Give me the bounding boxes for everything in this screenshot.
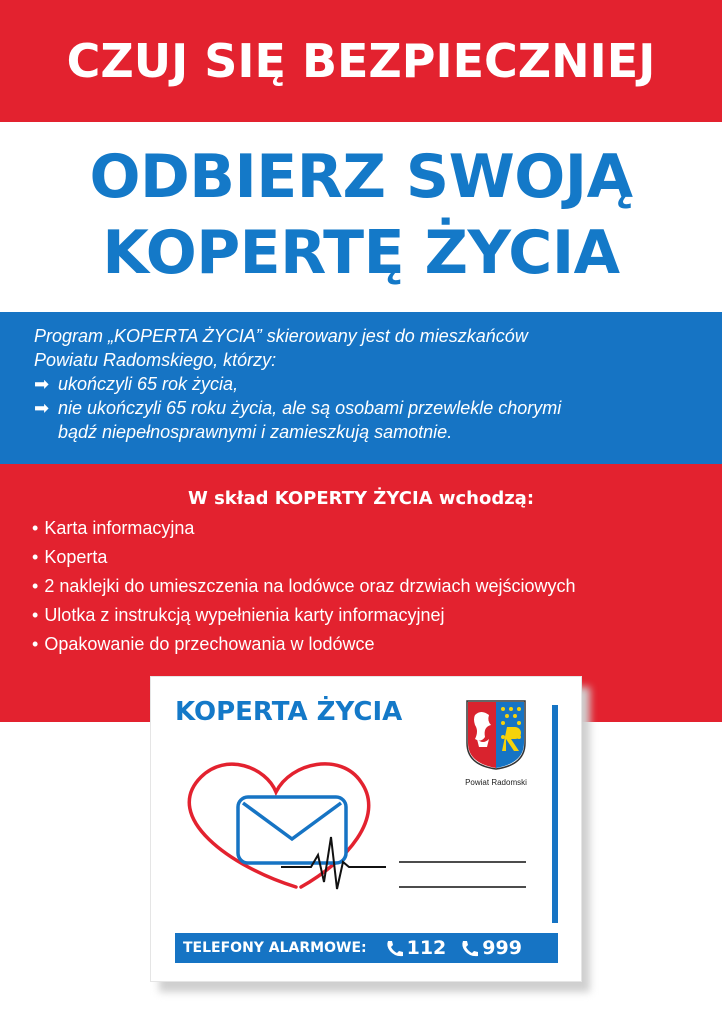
card-title: KOPERTA ŻYCIA <box>175 697 403 727</box>
title-line-1: ODBIERZ SWOJĄ <box>89 142 633 212</box>
emergency-label: TELEFONY ALARMOWE: <box>183 940 367 956</box>
list-item: • Karta informacyjna <box>32 514 576 543</box>
program-intro-2: Powiatu Radomskiego, którzy: <box>34 350 277 370</box>
slogan: CZUJ SIĘ BEZPIECZNIEJ <box>66 34 656 88</box>
phone-icon <box>460 939 478 957</box>
title-section <box>0 122 722 312</box>
crest-label: Powiat Radomski <box>465 778 527 787</box>
list-item: • Opakowanie do przechowania w lodówce <box>32 630 576 659</box>
criteria-item: ➡ nie ukończyli 65 roku życia, ale są osobami przewlekle chorymi <box>34 398 562 418</box>
arrow-right-icon: ➡ <box>34 398 50 418</box>
list-item: • 2 naklejki do umieszczenia na lodówce oraz drzwiach wejściowych <box>32 572 576 601</box>
title-line-2: KOPERTĘ ŻYCIA <box>102 218 620 288</box>
emergency-phones-bar <box>175 933 558 963</box>
list-item: • Ulotka z instrukcją wypełnienia karty informacyjnej <box>32 601 576 630</box>
phone-999: 999 <box>460 937 522 959</box>
card-right-border <box>552 705 558 923</box>
arrow-right-icon: ➡ <box>34 374 50 394</box>
program-section <box>0 312 722 464</box>
top-banner <box>0 0 722 122</box>
life-envelope-card <box>150 676 582 982</box>
criteria-continuation: bądź niepełnosprawnymi i zamieszkują samotnie. <box>58 422 453 442</box>
criteria-item: ➡ ukończyli 65 rok życia, <box>34 374 239 394</box>
contents-list <box>32 514 576 659</box>
heart-envelope-illustration <box>171 757 551 917</box>
list-item: • Koperta <box>32 543 576 572</box>
phone-112: 112 <box>385 937 447 959</box>
phone-icon <box>385 939 403 957</box>
program-intro-1: Program „KOPERTA ŻYCIA” skierowany jest do mieszkańców <box>34 326 528 346</box>
contents-heading: W skład KOPERTY ŻYCIA wchodzą: <box>187 488 535 509</box>
